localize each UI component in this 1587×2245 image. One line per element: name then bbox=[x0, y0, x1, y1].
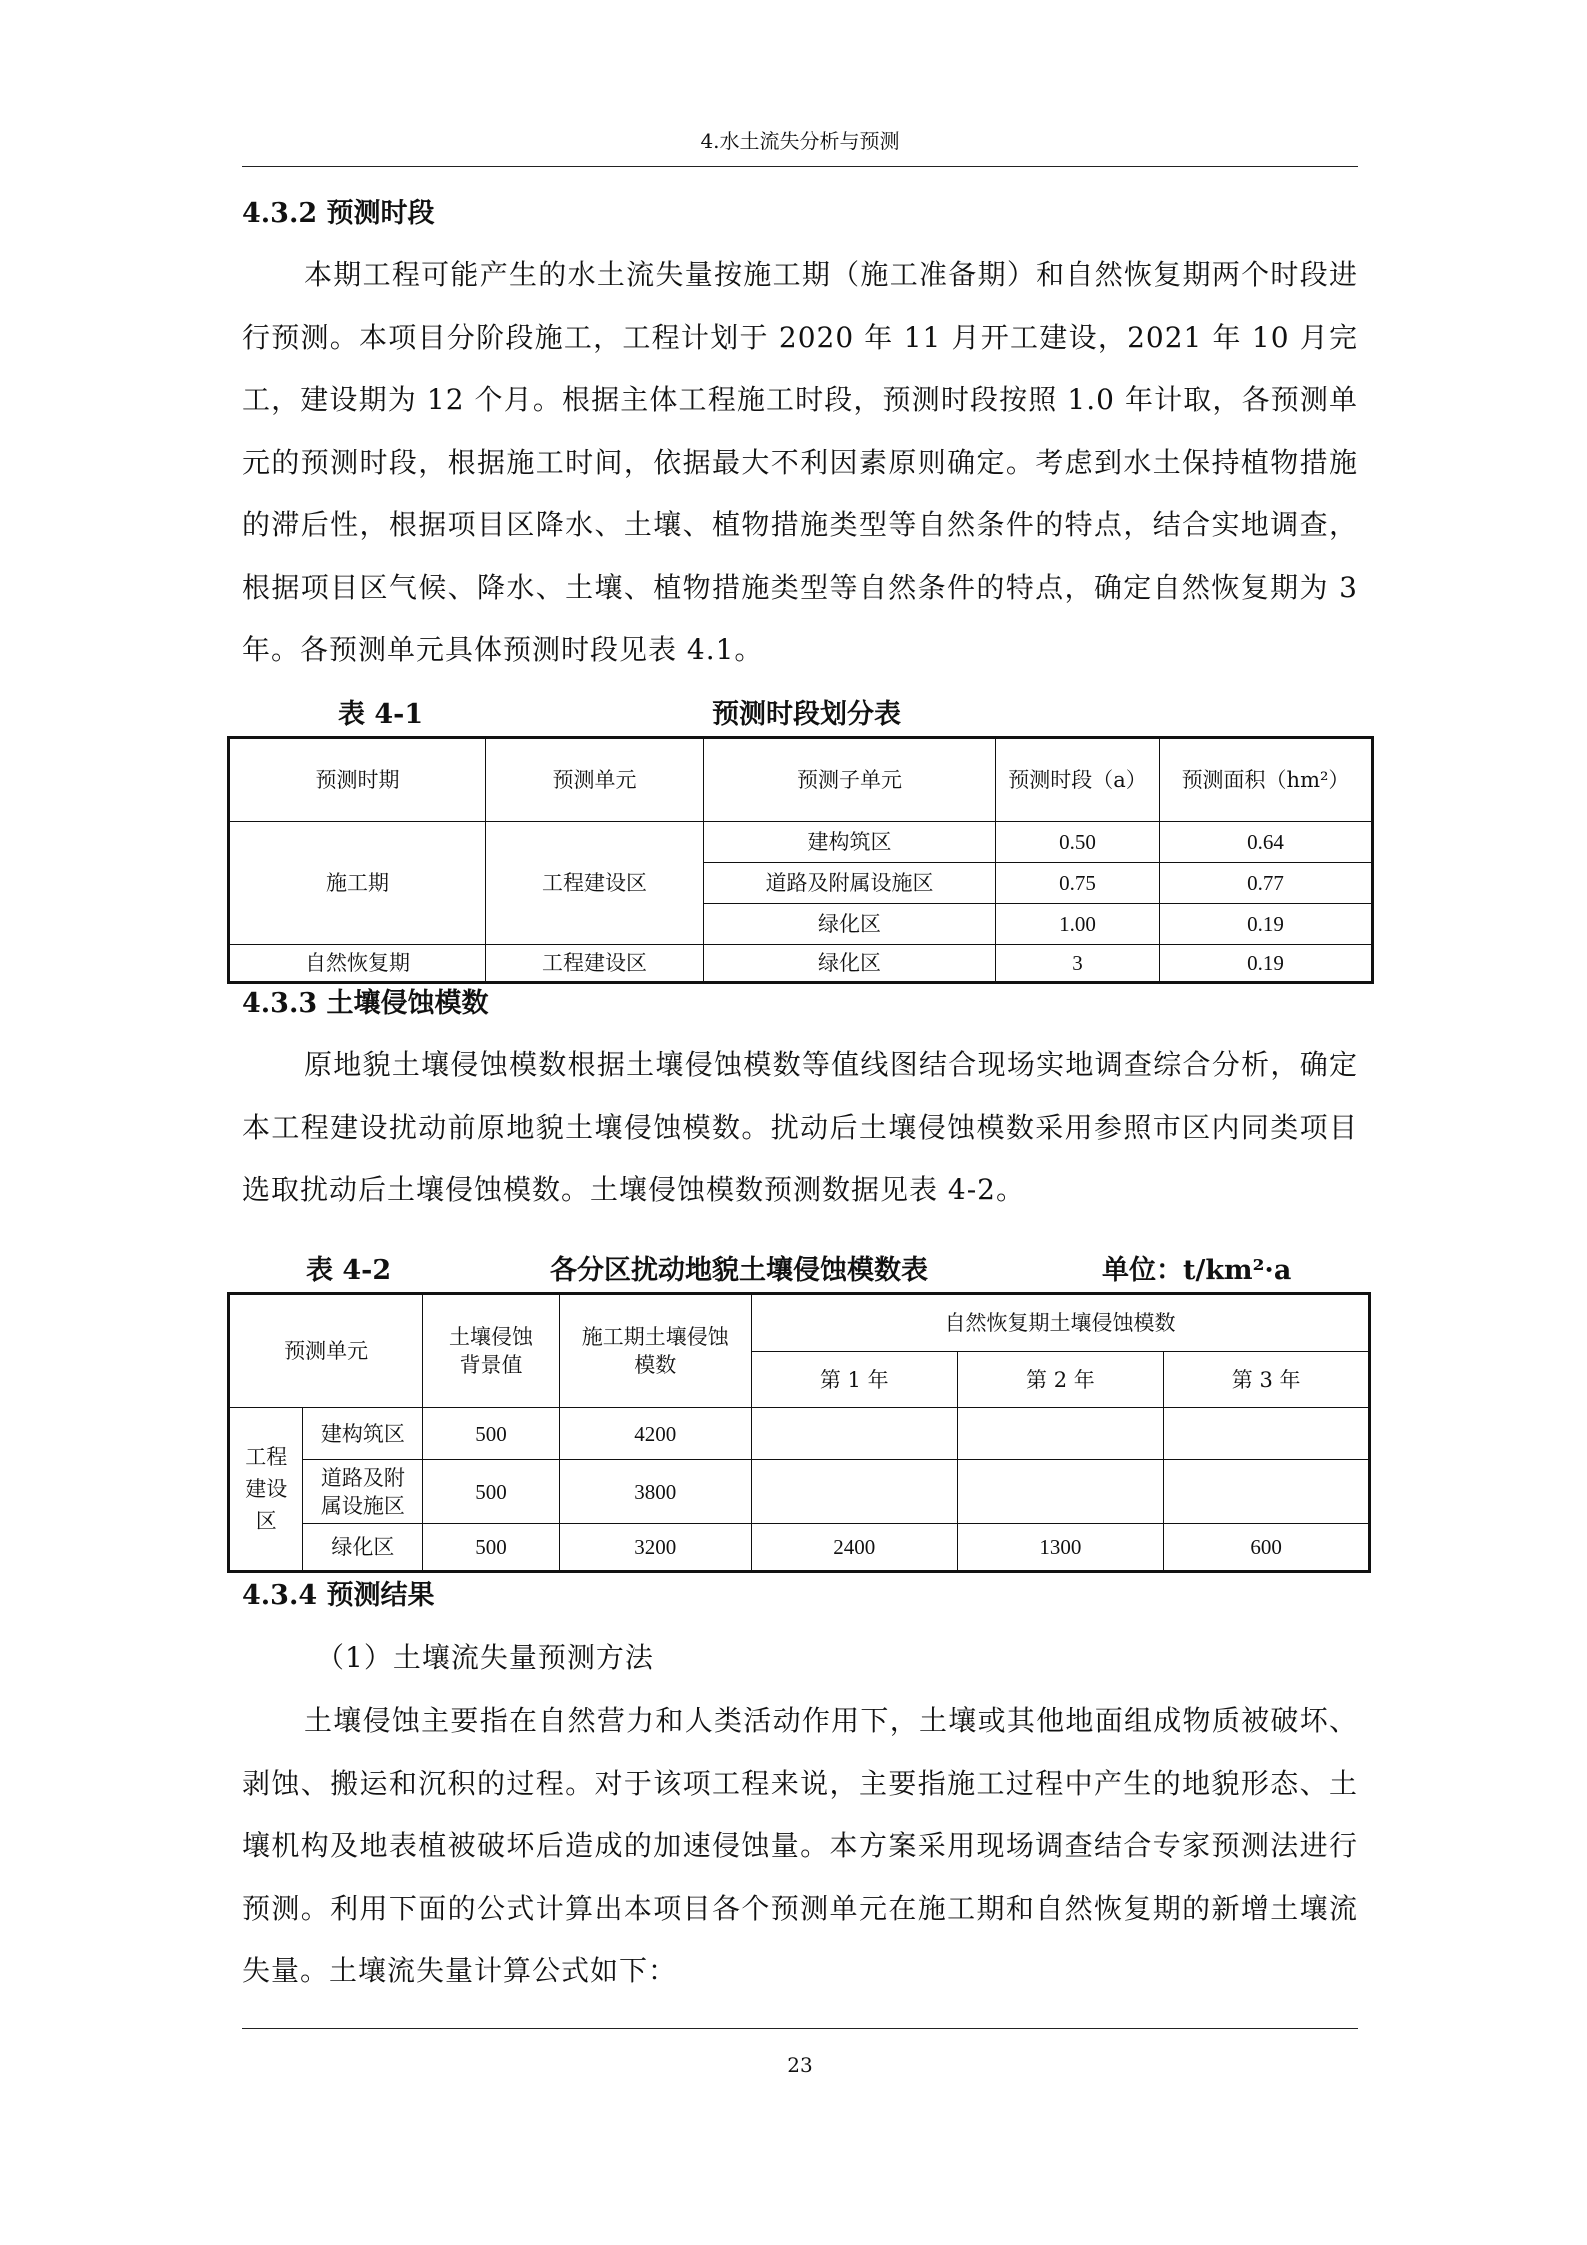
group-cell: 工程建设区 bbox=[229, 1408, 303, 1572]
table-header-cell: 第 1 年 bbox=[751, 1352, 957, 1408]
area-cell: 0.77 bbox=[1160, 863, 1373, 904]
area-cell: 0.19 bbox=[1160, 904, 1373, 945]
section-paragraph-4-3-2: 本期工程可能产生的水土流失量按施工期（施工准备期）和自然恢复期两个时段进行预测。本项目分阶段施工，工程计划于 2020 年 11 月开工建设，2021 年 10 月完工，建设期为 12 个月。根据主体工程施工时段，预测时段按照 1.0 年计取，各预测单元的预测时段，根据施工时间，依据最大不利因素原则确定。考虑到水土保持植物措施的滞后性，根据项目区降水、土壤、植物措施类型等自然条件的特点，结合实地调查，根据项目区气候、降水、土壤、植物措施类型等自然条件的特点，确定自然恢复期为 3 年。各预测单元具体预测时段见表 4.1。 bbox=[242, 258, 1358, 666]
table-header-cell: 预测时段（a） bbox=[996, 738, 1160, 822]
header-rule bbox=[242, 166, 1358, 167]
duration-cell: 0.75 bbox=[996, 863, 1160, 904]
year1-cell bbox=[751, 1408, 957, 1460]
subunit-cell: 道路及附属设施区 bbox=[303, 1460, 423, 1524]
duration-cell: 0.50 bbox=[996, 822, 1160, 863]
year1-cell: 2400 bbox=[751, 1524, 957, 1572]
year2-cell: 1300 bbox=[957, 1524, 1164, 1572]
section-paragraph-4-3-4: 土壤侵蚀主要指在自然营力和人类活动作用下，土壤或其他地面组成物质被破坏、剥蚀、搬运和沉积的过程。对于该项工程来说，主要指施工过程中产生的地貌形态、土壤机构及地表植被破坏后造成的加速侵蚀量。本方案采用现场调查结合专家预测法进行预测。利用下面的公式计算出本项目各个预测单元在施工期和自然恢复期的新增土壤流失量。土壤流失量计算公式如下： bbox=[242, 1704, 1358, 1987]
table-header-cell: 预测时期 bbox=[229, 738, 486, 822]
table-header-cell: 预测单元 bbox=[229, 1294, 423, 1408]
table-header-cell: 自然恢复期土壤侵蚀模数 bbox=[751, 1294, 1369, 1352]
table-row bbox=[229, 1524, 1370, 1572]
year3-cell bbox=[1164, 1460, 1370, 1524]
section-paragraph-4-3-3: 原地貌土壤侵蚀模数根据土壤侵蚀模数等值线图结合现场实地调查综合分析，确定本工程建设扰动前原地貌土壤侵蚀模数。扰动后土壤侵蚀模数采用参照市区内同类项目选取扰动后土壤侵蚀模数。土壤侵蚀模数预测数据见表 4-2。 bbox=[242, 1048, 1358, 1206]
table-4-1 bbox=[227, 736, 1374, 984]
background-cell: 500 bbox=[423, 1408, 559, 1460]
area-cell: 0.19 bbox=[1160, 945, 1373, 983]
page-number: 23 bbox=[787, 2053, 813, 2077]
construction-cell: 4200 bbox=[559, 1408, 751, 1460]
table-4-1-label: 表 4-1 bbox=[338, 699, 424, 730]
table-header-cell: 施工期土壤侵蚀模数 bbox=[559, 1294, 751, 1408]
subunit-cell: 绿化区 bbox=[704, 945, 996, 983]
area-cell: 0.64 bbox=[1160, 822, 1373, 863]
list-item-1: （1）土壤流失量预测方法 bbox=[316, 1641, 654, 1674]
construction-cell: 3200 bbox=[559, 1524, 751, 1572]
subunit-cell: 建构筑区 bbox=[704, 822, 996, 863]
table-4-2 bbox=[227, 1292, 1371, 1573]
table-4-2-label: 表 4-2 bbox=[306, 1255, 392, 1286]
table-header-cell: 预测单元 bbox=[486, 738, 704, 822]
table-header-cell: 土壤侵蚀背景值 bbox=[423, 1294, 559, 1408]
table-4-2-unit: 单位：t/km²·a bbox=[1102, 1255, 1292, 1286]
unit-cell: 工程建设区 bbox=[486, 822, 704, 945]
year1-cell bbox=[751, 1460, 957, 1524]
table-row bbox=[229, 822, 1373, 863]
table-4-1-title: 预测时段划分表 bbox=[712, 699, 901, 730]
year3-cell: 600 bbox=[1164, 1524, 1370, 1572]
duration-cell: 3 bbox=[996, 945, 1160, 983]
section-heading-4-3-4: 4.3.4 预测结果 bbox=[242, 1580, 435, 1611]
background-cell: 500 bbox=[423, 1460, 559, 1524]
running-header: 4.水土流失分析与预测 bbox=[700, 129, 900, 153]
table-4-2-title: 各分区扰动地貌土壤侵蚀模数表 bbox=[550, 1255, 928, 1286]
period-cell: 施工期 bbox=[229, 822, 486, 945]
footer-rule bbox=[242, 2028, 1358, 2029]
subunit-cell: 建构筑区 bbox=[303, 1408, 423, 1460]
table-row bbox=[229, 945, 1373, 983]
table-header-cell: 第 2 年 bbox=[957, 1352, 1164, 1408]
duration-cell: 1.00 bbox=[996, 904, 1160, 945]
table-row bbox=[229, 1460, 1370, 1524]
table-header-row bbox=[229, 738, 1373, 822]
subunit-cell: 绿化区 bbox=[303, 1524, 423, 1572]
year2-cell bbox=[957, 1408, 1164, 1460]
table-row bbox=[229, 1408, 1370, 1460]
section-heading-4-3-3: 4.3.3 土壤侵蚀模数 bbox=[242, 988, 489, 1019]
subunit-cell: 道路及附属设施区 bbox=[704, 863, 996, 904]
subunit-cell: 绿化区 bbox=[704, 904, 996, 945]
table-header-cell: 预测面积（hm²） bbox=[1160, 738, 1373, 822]
unit-cell: 工程建设区 bbox=[486, 945, 704, 983]
year2-cell bbox=[957, 1460, 1164, 1524]
year3-cell bbox=[1164, 1408, 1370, 1460]
section-heading-4-3-2: 4.3.2 预测时段 bbox=[242, 198, 435, 229]
background-cell: 500 bbox=[423, 1524, 559, 1572]
period-cell: 自然恢复期 bbox=[229, 945, 486, 983]
table-header-cell: 第 3 年 bbox=[1164, 1352, 1370, 1408]
table-header-cell: 预测子单元 bbox=[704, 738, 996, 822]
construction-cell: 3800 bbox=[559, 1460, 751, 1524]
table-header-row bbox=[229, 1294, 1370, 1352]
